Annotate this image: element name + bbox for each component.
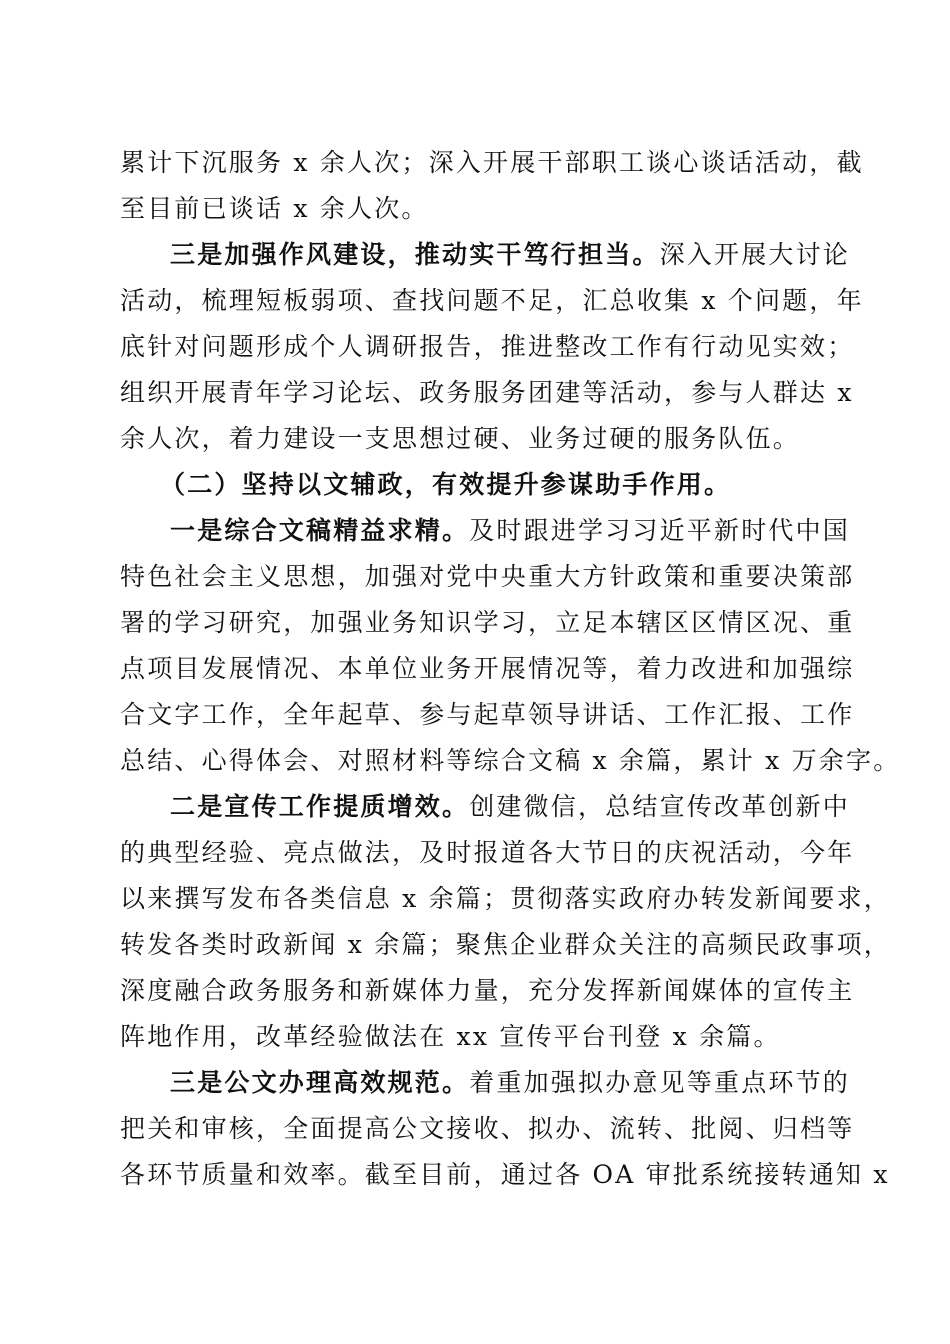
paragraph-line: 活动，梳理短板弱项、查找问题不足，汇总收集 x 个问题，年 (120, 286, 864, 315)
paragraph-line: 余人次，着力建设一支思想过硬、业务过硬的服务队伍。 (120, 424, 801, 453)
paragraph-line: 总结、心得体会、对照材料等综合文稿 x 余篇，累计 x 万余字。 (120, 746, 901, 775)
paragraph-line: 阵地作用，改革经验做法在 xx 宣传平台刊登 x 余篇。 (120, 1022, 781, 1051)
paragraph-first-line (170, 794, 850, 819)
paragraph-line: 特色社会主义思想，加强对党中央重大方针政策和重要决策部 (120, 562, 855, 591)
paragraph-line: 的典型经验、亮点做法，及时报道各大节日的庆祝活动，今年 (120, 838, 855, 867)
paragraph-line: 合文字工作，全年起草、参与起草领导讲话、工作汇报、工作 (120, 700, 855, 729)
paragraph-lead: 三是加强作风建设，推动实干笃行担当。 (170, 240, 660, 269)
paragraph-first-line (170, 242, 850, 267)
paragraph-line: 转发各类时政新闻 x 余篇；聚焦企业群众关注的高频民政事项， (120, 930, 891, 959)
paragraph-lead-rest: 深入开展大讨论 (659, 240, 851, 269)
paragraph-line: 累计下沉服务 x 余人次；深入开展干部职工谈心谈话活动，截 (120, 148, 864, 177)
paragraph-line: 点项目发展情况、本单位业务开展情况等，着力改进和加强综 (120, 654, 855, 683)
paragraph-line: 署的学习研究，加强业务知识学习，立足本辖区区情区况、重 (120, 608, 855, 637)
paragraph-line: 至目前已谈话 x 余人次。 (120, 194, 429, 223)
paragraph-line: 底针对问题形成个人调研报告，推进整改工作有行动见实效； (120, 332, 855, 361)
paragraph-line: 深度融合政务服务和新媒体力量，充分发挥新闻媒体的宣传主 (120, 976, 855, 1005)
paragraph-first-line (170, 1070, 850, 1095)
section-heading: （二）坚持以文辅政，有效提升参谋助手作用。 (160, 470, 732, 499)
paragraph-lead-rest: 创建微信，总结宣传改革创新中 (469, 792, 851, 821)
paragraph-lead: 三是公文办理高效规范。 (170, 1068, 470, 1097)
paragraph-line: 组织开展青年学习论坛、政务服务团建等活动，参与人群达 x (120, 378, 854, 407)
paragraph-lead: 二是宣传工作提质增效。 (170, 792, 470, 821)
paragraph-lead-rest: 及时跟进学习习近平新时代中国 (469, 516, 851, 545)
paragraph-line: 把关和审核，全面提高公文接收、拟办、流转、批阅、归档等 (120, 1114, 855, 1143)
paragraph-line: 以来撰写发布各类信息 x 余篇；贯彻落实政府办转发新闻要求， (120, 884, 891, 913)
paragraph-lead-rest: 着重加强拟办意见等重点环节的 (469, 1068, 851, 1097)
paragraph-line: 各环节质量和效率。截至目前，通过各 OA 审批系统接转通知 x (120, 1160, 890, 1189)
paragraph-lead: 一是综合文稿精益求精。 (170, 516, 470, 545)
paragraph-first-line (170, 518, 850, 543)
